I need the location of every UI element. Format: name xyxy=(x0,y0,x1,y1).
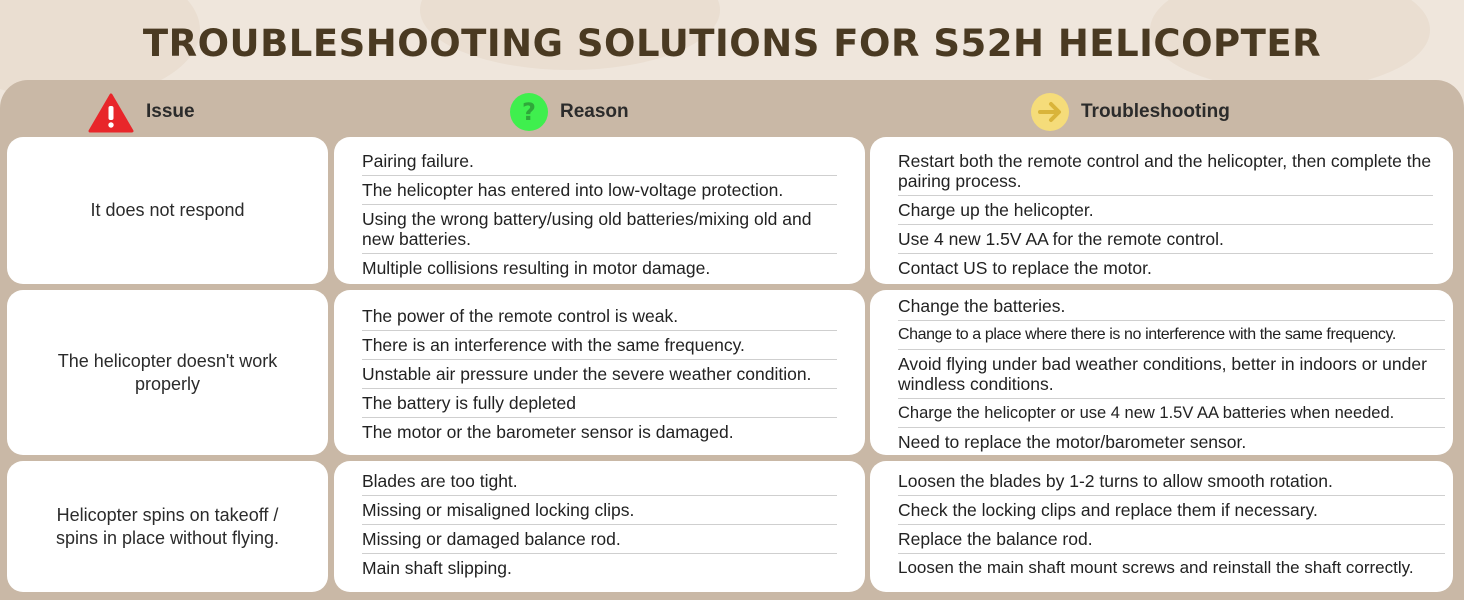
reason-list xyxy=(362,467,837,582)
reason-item: The helicopter has entered into low-voltage protection. xyxy=(362,176,837,205)
solution-item: Charge the helicopter or use 4 new 1.5V AA batteries when needed. xyxy=(898,399,1445,428)
header-troubleshooting xyxy=(1031,92,1230,132)
solution-card xyxy=(870,461,1453,592)
solution-item: Loosen the main shaft mount screws and reinstall the shaft correctly. xyxy=(898,558,1414,577)
question-icon xyxy=(510,93,548,131)
solution-item: Loosen the blades by 1-2 turns to allow smooth rotation. xyxy=(898,467,1445,496)
issue-text: It does not respond xyxy=(90,200,245,220)
solution-item: Change to a place where there is no interference with the same frequency. xyxy=(898,321,1445,350)
header-reason-label: Reason xyxy=(560,101,629,122)
solution-list xyxy=(898,467,1445,582)
solution-item: Contact US to replace the motor. xyxy=(898,258,1152,278)
header-troubleshooting-label: Troubleshooting xyxy=(1081,101,1230,122)
solution-card xyxy=(870,137,1453,284)
reason-item: Missing or damaged balance rod. xyxy=(362,525,837,554)
issue-card xyxy=(7,290,328,455)
solution-item: Check the locking clips and replace them if necessary. xyxy=(898,496,1445,525)
arrow-right-icon xyxy=(1031,93,1069,131)
warning-icon xyxy=(88,93,126,131)
solution-list xyxy=(898,292,1445,456)
reason-card xyxy=(334,461,865,592)
reason-item: Multiple collisions resulting in motor damage. xyxy=(362,258,711,278)
issue-card xyxy=(7,461,328,592)
reason-card xyxy=(334,137,865,284)
reason-item: Unstable air pressure under the severe weather condition. xyxy=(362,360,837,389)
reason-item: There is an interference with the same frequency. xyxy=(362,331,837,360)
svg-text:?: ? xyxy=(522,98,536,126)
reason-list xyxy=(362,302,837,446)
issue-text: The helicopter doesn't work properly xyxy=(57,350,278,394)
reason-item: The motor or the barometer sensor is damaged. xyxy=(362,422,734,442)
issue-text: Helicopter spins on takeoff / spins in place without flying. xyxy=(55,504,280,548)
solution-card xyxy=(870,290,1453,455)
solution-item: Change the batteries. xyxy=(898,292,1445,321)
solution-item: Use 4 new 1.5V AA for the remote control. xyxy=(898,225,1433,254)
reason-item: Missing or misaligned locking clips. xyxy=(362,496,837,525)
reason-card xyxy=(334,290,865,455)
solution-item: Avoid flying under bad weather conditions, better in indoors or under windless conditions. xyxy=(898,350,1445,399)
solution-list xyxy=(898,147,1433,282)
reason-item: The battery is fully depleted xyxy=(362,389,837,418)
header-issue-label: Issue xyxy=(146,101,195,122)
header-issue xyxy=(88,92,195,132)
reason-list xyxy=(362,147,837,282)
reason-item: Pairing failure. xyxy=(362,147,837,176)
reason-item: The power of the remote control is weak. xyxy=(362,302,837,331)
reason-item: Blades are too tight. xyxy=(362,467,837,496)
header-reason xyxy=(510,92,629,132)
issue-card xyxy=(7,137,328,284)
reason-item: Main shaft slipping. xyxy=(362,558,512,578)
solution-item: Charge up the helicopter. xyxy=(898,196,1433,225)
page-title: TROUBLESHOOTING SOLUTIONS FOR S52H HELICOPTER xyxy=(142,22,1322,65)
solution-item: Replace the balance rod. xyxy=(898,525,1445,554)
solution-item: Need to replace the motor/barometer sensor. xyxy=(898,432,1247,452)
solution-item: Restart both the remote control and the helicopter, then complete the pairing process. xyxy=(898,147,1433,196)
reason-item: Using the wrong battery/using old batteries/mixing old and new batteries. xyxy=(362,205,837,254)
